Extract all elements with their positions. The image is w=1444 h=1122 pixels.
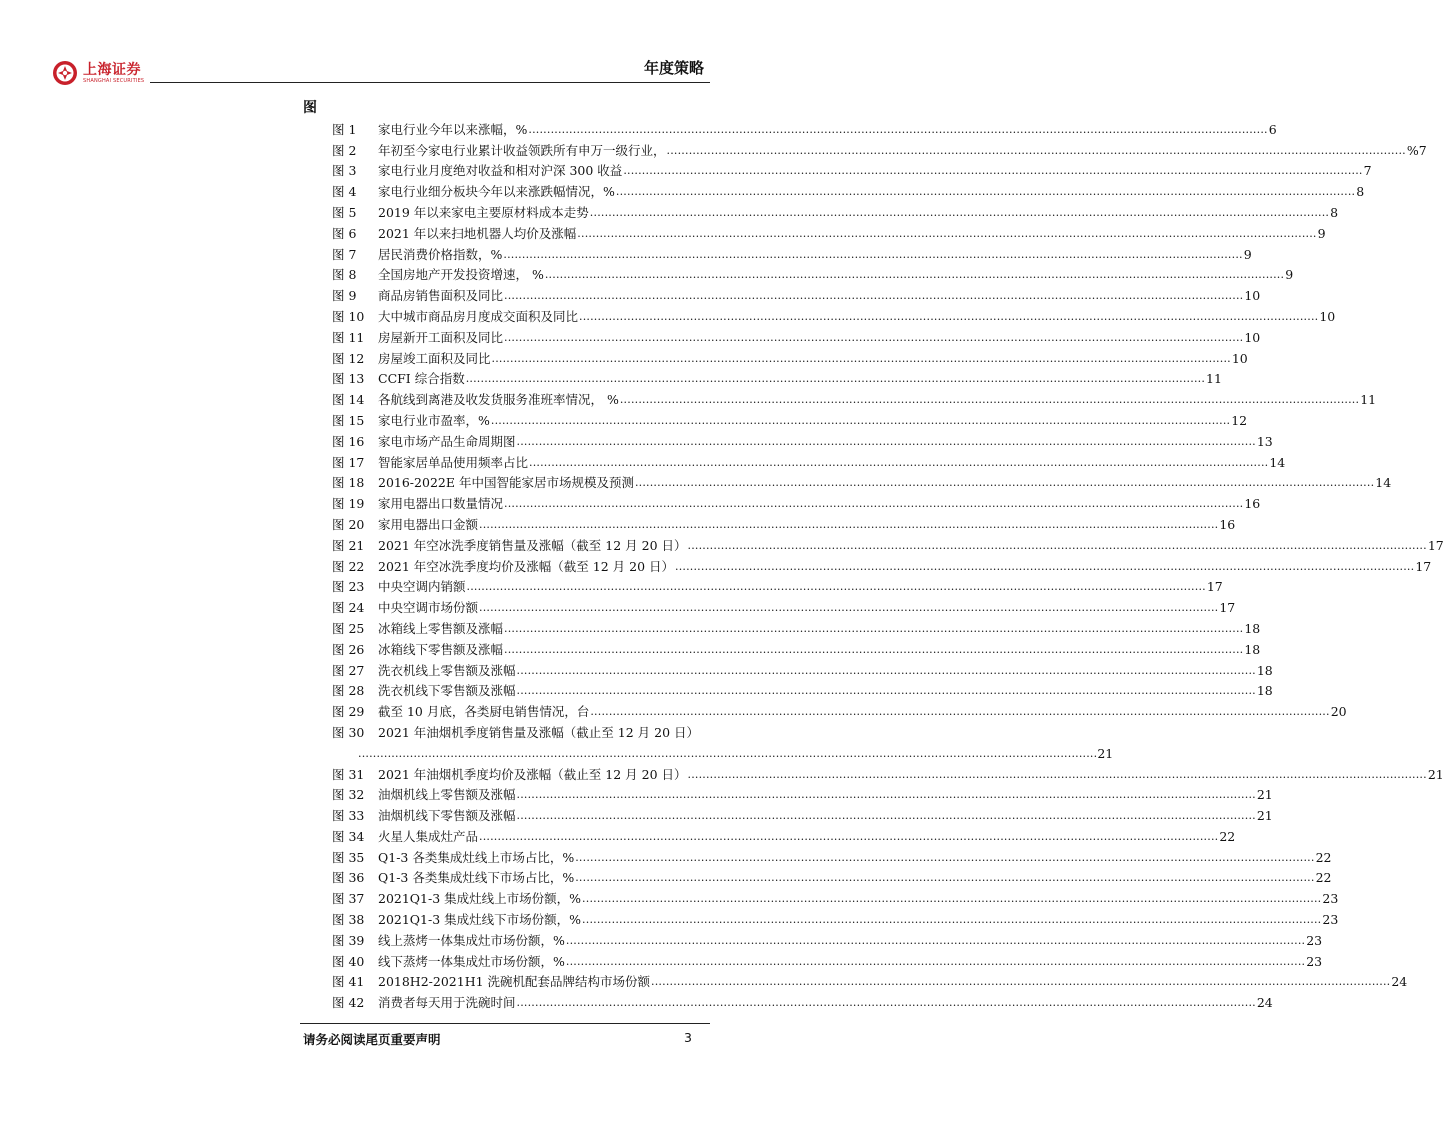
toc-item-page: 10: [1231, 350, 1248, 366]
toc-item-page: 18: [1256, 662, 1273, 678]
toc-leader-dots: ........................................................................................................................................................................................................: [358, 746, 1098, 760]
toc-item-label: 图 25: [332, 620, 365, 636]
toc-item-title: 2016-2022E 年中国智能家居市场规模及预测: [378, 475, 634, 491]
toc-leader-dots: ........................................................................................................................................................................................................: [479, 829, 1219, 843]
toc-item[interactable]: [332, 615, 1261, 636]
toc-leader-dots: ........................................................................................................................................................................................................: [544, 268, 1285, 282]
toc-item-page: 9: [1285, 267, 1294, 283]
toc-item-page: %7: [1406, 142, 1427, 158]
toc-item-title: 截至 10 月底，各类厨电销售情况，台: [378, 704, 590, 720]
toc-item-label: 图 6: [332, 225, 357, 241]
toc-item-title: 家电行业今年以来涨幅，%: [378, 121, 528, 137]
toc-item-page: 17: [1427, 537, 1444, 553]
toc-item-label: 图 29: [332, 704, 365, 720]
toc-item-title: 线上蒸烤一体集成灶市场份额，%: [378, 932, 565, 948]
toc-item-label: 图 19: [332, 496, 365, 512]
toc-item[interactable]: [332, 802, 1273, 824]
toc-item[interactable]: [332, 511, 1236, 532]
toc-item[interactable]: [332, 574, 1223, 595]
toc-item-page: 10: [1244, 288, 1261, 304]
toc-item[interactable]: [332, 386, 1377, 408]
toc-item[interactable]: [332, 449, 1286, 470]
toc-leader-dots: ........................................................................................................................................................................................................: [666, 143, 1406, 157]
toc-item[interactable]: [332, 865, 1332, 886]
toc-item[interactable]: [332, 282, 1261, 304]
toc-item-page: 23: [1322, 912, 1339, 928]
toc-item[interactable]: [332, 116, 1277, 137]
toc-item-page: 12: [1231, 412, 1248, 428]
toc-item-page: 9: [1317, 225, 1326, 241]
toc-item-label: 图 35: [332, 849, 365, 865]
toc-item-page: 23: [1306, 953, 1323, 969]
toc-item[interactable]: [332, 553, 1432, 574]
footer-disclaimer: 请务必阅读尾页重要声明: [303, 1032, 441, 1047]
toc-item[interactable]: [332, 158, 1372, 179]
toc-leader-dots: ........................................................................................................................................................................................................: [687, 767, 1427, 781]
toc-leader-dots: ........................................................................................................................................................................................................: [529, 455, 1269, 469]
toc-item-label: 图 38: [332, 912, 365, 928]
toc-item[interactable]: [332, 366, 1222, 387]
toc-leader-dots: ........................................................................................................................................................................................................: [582, 892, 1322, 906]
toc-item[interactable]: [332, 844, 1332, 865]
toc-item-label: 图 34: [332, 828, 365, 844]
toc-item-title: 2021 年空冰洗季度均价及涨幅（截至 12 月 20 日）: [378, 558, 674, 574]
toc-item-page: 21: [1256, 808, 1273, 824]
toc-item-title: 家用电器出口数量情况: [378, 496, 504, 512]
toc-leader-dots: ........................................................................................................................................................................................................: [565, 933, 1306, 947]
toc-leader-dots: ........................................................................................................................................................................................................: [490, 413, 1231, 427]
toc-item-title: 房屋竣工面积及同比: [378, 350, 491, 366]
toc-item[interactable]: [332, 178, 1365, 200]
toc-item-title: 大中城市商品房月度成交面积及同比: [378, 308, 579, 324]
toc-item-label: 图 21: [332, 537, 365, 553]
toc-item-label: 图 23: [332, 579, 365, 595]
shanghai-securities-logo-icon: [52, 60, 78, 86]
toc-item[interactable]: [332, 324, 1261, 345]
toc-item[interactable]: [332, 407, 1248, 428]
toc-leader-dots: ........................................................................................................................................................................................................: [516, 996, 1256, 1010]
toc-leader-dots: ........................................................................................................................................................................................................: [623, 164, 1363, 178]
toc-item-page: 11: [1360, 392, 1377, 408]
toc-item-page: 21: [1427, 766, 1444, 782]
toc-leader-dots: ........................................................................................................................................................................................................: [504, 642, 1244, 656]
toc-item[interactable]: [332, 345, 1248, 366]
toc-leader-dots: ........................................................................................................................................................................................................: [634, 476, 1375, 490]
toc-item[interactable]: [332, 657, 1273, 678]
toc-item-title: 洗衣机线下零售额及涨幅: [378, 683, 516, 699]
toc-leader-dots: ........................................................................................................................................................................................................: [479, 517, 1219, 531]
toc-item-page: 16: [1244, 496, 1261, 512]
toc-item[interactable]: [332, 636, 1261, 657]
toc-item-title: 家用电器出口金额: [378, 516, 479, 532]
toc-item[interactable]: [332, 220, 1326, 241]
toc-leader-dots: ........................................................................................................................................................................................................: [651, 975, 1391, 989]
toc-item-label: 图 11: [332, 329, 365, 345]
toc-item-page: 10: [1244, 329, 1261, 345]
toc-item-page: 10: [1319, 308, 1336, 324]
toc-item-label: 图 7: [332, 246, 357, 262]
toc-leader-dots: ........................................................................................................................................................................................................: [590, 705, 1330, 719]
toc-item-label: 图 40: [332, 953, 365, 969]
toc-leader-dots: ........................................................................................................................................................................................................: [582, 913, 1322, 927]
toc-item-label: 图 8: [332, 267, 357, 283]
toc-item-label: 图 9: [332, 288, 357, 304]
toc-leader-dots: ........................................................................................................................................................................................................: [503, 247, 1243, 261]
toc-item-title: 家电行业市盈率，%: [378, 412, 490, 428]
toc-item[interactable]: [332, 885, 1339, 907]
toc-item-title: 2019 年以来家电主要原材料成本走势: [378, 204, 589, 220]
toc-item-label: 图 36: [332, 870, 365, 886]
toc-item-page: 9: [1243, 246, 1252, 262]
figure-list: [332, 116, 1444, 1011]
toc-item-title: 消费者每天用于洗碗时间: [378, 995, 516, 1011]
toc-item-title: 全国房地产开发投资增速， %: [378, 267, 544, 283]
toc-item[interactable]: [332, 490, 1261, 512]
toc-item[interactable]: [332, 241, 1252, 262]
toc-item[interactable]: [332, 719, 714, 740]
toc-item[interactable]: [332, 969, 1408, 990]
toc-item-page: 13: [1256, 433, 1273, 449]
toc-item-page: 16: [1219, 516, 1236, 532]
toc-leader-dots: ........................................................................................................................................................................................................: [575, 850, 1315, 864]
toc-item-title: 家电行业月度绝对收益和相对沪深 300 收益: [378, 163, 623, 179]
toc-item[interactable]: [332, 428, 1273, 449]
toc-item-label: 图 39: [332, 932, 365, 948]
toc-item-page: 22: [1315, 849, 1332, 865]
toc-item[interactable]: [332, 678, 1273, 699]
toc-item-label: 图 28: [332, 683, 365, 699]
toc-item-label: 图 14: [332, 392, 365, 408]
toc-leader-dots: ........................................................................................................................................................................................................: [516, 434, 1256, 448]
toc-leader-dots: ........................................................................................................................................................................................................: [589, 205, 1330, 219]
toc-item[interactable]: [332, 761, 1444, 782]
toc-item-label: 图 30: [332, 724, 365, 740]
toc-item-continuation[interactable]: [358, 740, 1114, 761]
page-header: [0, 0, 793, 90]
toc-leader-dots: ........................................................................................................................................................................................................: [675, 559, 1415, 573]
toc-item-title: 房屋新开工面积及同比: [378, 329, 504, 345]
toc-item[interactable]: [332, 470, 1392, 491]
toc-item-title: Q1-3 各类集成灶线上市场占比，%: [378, 849, 575, 865]
footer-divider: [300, 1023, 710, 1024]
toc-item-title: 智能家居单品使用频率占比: [378, 454, 529, 470]
toc-item[interactable]: [332, 989, 1273, 1011]
logo-chinese-name: 上海证券: [83, 61, 141, 78]
toc-item-label: 图 17: [332, 454, 365, 470]
toc-item-page: 24: [1256, 995, 1273, 1011]
toc-item-title: 家电市场产品生命周期图: [378, 433, 516, 449]
toc-item-label: 图 18: [332, 475, 365, 491]
toc-item-page: 17: [1219, 600, 1236, 616]
toc-leader-dots: ........................................................................................................................................................................................................: [504, 621, 1244, 635]
toc-leader-dots: ........................................................................................................................................................................................................: [516, 788, 1256, 802]
toc-leader-dots: ........................................................................................................................................................................................................: [466, 580, 1206, 594]
toc-item-page: 17: [1415, 558, 1432, 574]
toc-leader-dots: ........................................................................................................................................................................................................: [528, 122, 1268, 136]
toc-item-title: 线下蒸烤一体集成灶市场份额，%: [378, 953, 565, 969]
toc-item-title: 油烟机线上零售额及涨幅: [378, 787, 516, 803]
toc-item-label: 图 33: [332, 808, 365, 824]
toc-item-page: 6: [1268, 121, 1277, 137]
toc-item-page: 23: [1322, 891, 1339, 907]
toc-item-label: 图 13: [332, 371, 365, 387]
toc-item-label: 图 5: [332, 204, 357, 220]
toc-leader-dots: ........................................................................................................................................................................................................: [504, 289, 1244, 303]
toc-item-label: 图 3: [332, 163, 357, 179]
toc-item-title: 各航线到离港及收发货服务准班率情况， %: [378, 392, 619, 408]
toc-item-page: 14: [1269, 454, 1286, 470]
toc-item-page: 8: [1330, 204, 1339, 220]
toc-leader-dots: ........................................................................................................................................................................................................: [504, 330, 1244, 344]
toc-item-title: 2021 年油烟机季度销售量及涨幅（截止至 12 月 20 日）: [378, 724, 699, 740]
toc-item-title: 油烟机线下零售额及涨幅: [378, 808, 516, 824]
toc-item-label: 图 42: [332, 995, 365, 1011]
toc-leader-dots: ........................................................................................................................................................................................................: [465, 372, 1206, 386]
toc-item-page: 20: [1330, 704, 1347, 720]
toc-leader-dots: ........................................................................................................................................................................................................: [575, 871, 1315, 885]
toc-item-page: 18: [1244, 641, 1261, 657]
toc-item-page: 21: [1256, 787, 1273, 803]
toc-leader-dots: ........................................................................................................................................................................................................: [516, 663, 1256, 677]
toc-item-page: 7: [1363, 163, 1372, 179]
toc-item[interactable]: [332, 594, 1236, 616]
toc-item-page: 17: [1206, 579, 1223, 595]
toc-item[interactable]: [332, 303, 1336, 324]
toc-leader-dots: ........................................................................................................................................................................................................: [577, 226, 1317, 240]
toc-item-label: 图 15: [332, 412, 365, 428]
toc-leader-dots: ........................................................................................................................................................................................................: [615, 185, 1356, 199]
toc-item-title: 年初至今家电行业累计收益领跌所有申万一级行业，: [378, 142, 666, 158]
report-type: 年度策略: [643, 59, 704, 77]
toc-item-title: 家电行业细分板块今年以来涨跌幅情况，%: [378, 184, 615, 200]
toc-item-title: 2021 年以来扫地机器人均价及涨幅: [378, 225, 577, 241]
toc-item-label: 图 27: [332, 662, 365, 678]
toc-item[interactable]: [332, 906, 1339, 928]
toc-item-label: 图 41: [332, 974, 365, 990]
toc-item-page: 22: [1315, 870, 1332, 886]
toc-item-page: 23: [1306, 932, 1323, 948]
toc-item-page: 22: [1219, 828, 1236, 844]
toc-item[interactable]: [332, 199, 1339, 220]
toc-item-title: 洗衣机线上零售额及涨幅: [378, 662, 516, 678]
toc-item[interactable]: [332, 532, 1444, 553]
toc-item-title: CCFI 综合指数: [378, 371, 465, 387]
toc-item-label: 图 2: [332, 142, 357, 158]
toc-leader-dots: ........................................................................................................................................................................................................: [491, 351, 1231, 365]
toc-item-title: 商品房销售面积及同比: [378, 288, 504, 304]
toc-leader-dots: ........................................................................................................................................................................................................: [619, 393, 1360, 407]
toc-item[interactable]: [332, 948, 1323, 969]
toc-item[interactable]: [332, 137, 1427, 158]
toc-item-title: 中央空调市场份额: [378, 600, 479, 616]
toc-item-title: Q1-3 各类集成灶线下市场占比，%: [378, 870, 575, 886]
toc-item-title: 2021 年油烟机季度均价及涨幅（截止至 12 月 20 日）: [378, 766, 687, 782]
toc-leader-dots: ........................................................................................................................................................................................................: [516, 684, 1256, 698]
toc-item-title: 火星人集成灶产品: [378, 828, 479, 844]
page-number: 3: [684, 1030, 692, 1045]
toc-item-label: 图 16: [332, 433, 365, 449]
toc-item[interactable]: [332, 927, 1323, 948]
toc-leader-dots: ........................................................................................................................................................................................................: [565, 954, 1306, 968]
toc-item[interactable]: [332, 698, 1347, 720]
toc-item-page: 24: [1391, 974, 1408, 990]
toc-item-label: 图 4: [332, 184, 357, 200]
toc-leader-dots: ........................................................................................................................................................................................................: [479, 601, 1219, 615]
toc-item-label: 图 20: [332, 516, 365, 532]
toc-item-page: 18: [1256, 683, 1273, 699]
toc-item-page: 18: [1244, 620, 1261, 636]
toc-item-page: 11: [1206, 371, 1222, 387]
toc-item-label: 图 10: [332, 308, 365, 324]
toc-item-title: 2021 年空冰洗季度销售量及涨幅（截至 12 月 20 日）: [378, 537, 687, 553]
toc-item-title: 冰箱线上零售额及涨幅: [378, 620, 504, 636]
toc-item-label: 图 26: [332, 641, 365, 657]
toc-heading: 图: [303, 100, 317, 116]
toc-leader-dots: ........................................................................................................................................................................................................: [504, 497, 1244, 511]
toc-item-page: 21: [1097, 745, 1114, 761]
toc-item[interactable]: [332, 782, 1273, 803]
toc-item-title: 冰箱线下零售额及涨幅: [378, 641, 504, 657]
toc-item-title: 2018H2-2021H1 洗碗机配套品牌结构市场份额: [378, 974, 651, 990]
toc-item-page: 8: [1356, 184, 1365, 200]
toc-item[interactable]: [332, 262, 1294, 283]
toc-item-title: 中央空调内销额: [378, 579, 466, 595]
toc-item[interactable]: [332, 823, 1236, 844]
toc-item-label: 图 1: [332, 121, 357, 137]
toc-item-label: 图 32: [332, 787, 365, 803]
toc-item-title: 居民消费价格指数，%: [378, 246, 503, 262]
toc-leader-dots: ........................................................................................................................................................................................................: [687, 538, 1427, 552]
company-logo: [52, 60, 144, 86]
header-divider: [150, 82, 710, 83]
toc-item-label: 图 31: [332, 766, 365, 782]
toc-item-title: 2021Q1-3 集成灶线下市场份额，%: [378, 912, 582, 928]
toc-leader-dots: ........................................................................................................................................................................................................: [516, 809, 1256, 823]
logo-english-name: SHANGHAI SECURITIES: [83, 77, 145, 84]
toc-leader-dots: ........................................................................................................................................................................................................: [579, 309, 1319, 323]
toc-item-title: 2021Q1-3 集成灶线上市场份额，%: [378, 891, 582, 907]
toc-item-label: 图 22: [332, 558, 365, 574]
toc-item-label: 图 24: [332, 600, 365, 616]
toc-item-label: 图 37: [332, 891, 365, 907]
toc-item-page: 14: [1375, 475, 1392, 491]
toc-item-label: 图 12: [332, 350, 365, 366]
